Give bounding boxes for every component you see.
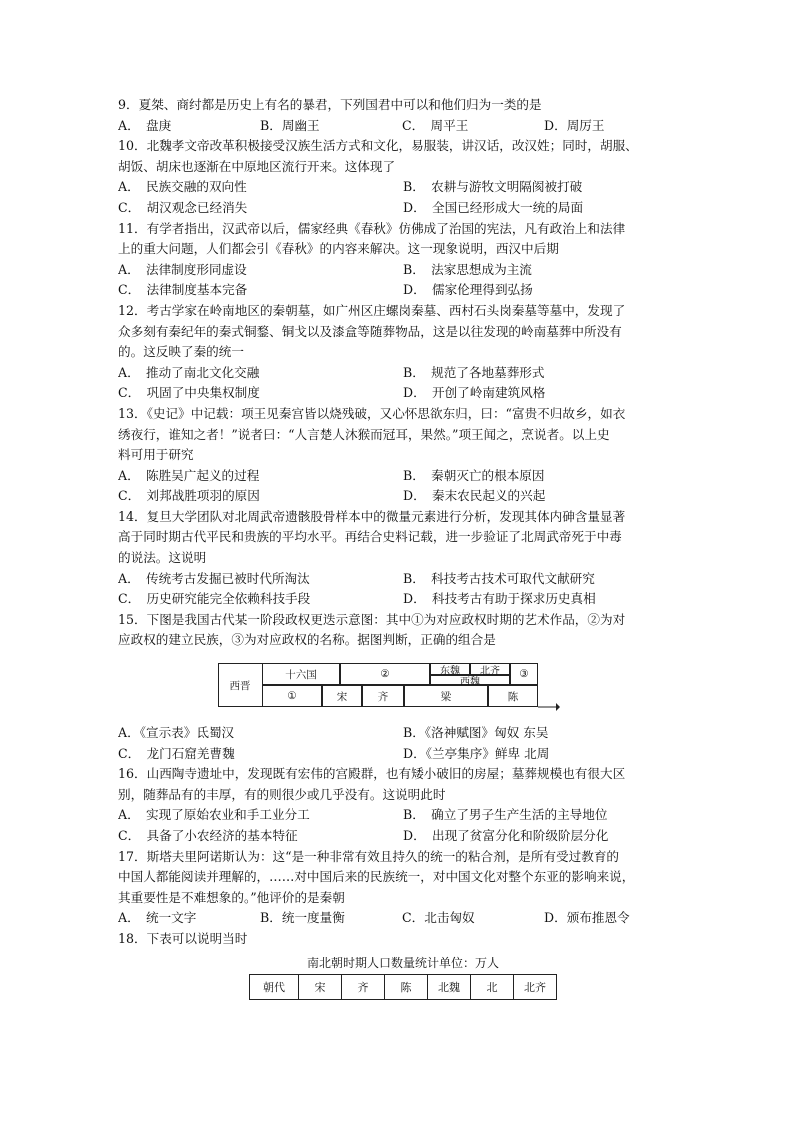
- q12-options-row: [118, 383, 688, 404]
- q15-option-d[interactable]: D．《兰亭集序》鲜卑 北周: [403, 745, 550, 761]
- q11-options-row: [118, 260, 688, 281]
- timeline-qi: 齐: [362, 685, 404, 707]
- table-header-cell: 北魏: [428, 974, 471, 999]
- q16-option-b[interactable]: B． 确立了男子生产生活的主导地位: [403, 807, 608, 823]
- timeline-blank-1: ①: [262, 685, 322, 707]
- q14-option-d[interactable]: D． 科技考古有助于探求历史真相: [403, 591, 596, 607]
- q13-option-d[interactable]: D． 秦末农民起义的兴起: [403, 488, 546, 504]
- q16-option-c[interactable]: C． 具备了小农经济的基本特征: [118, 828, 298, 843]
- timeline-chen: 陈: [488, 685, 538, 707]
- timeline-sixteen-kingdoms: 十六国: [262, 663, 340, 685]
- q15-options-row: [118, 744, 688, 765]
- q15-stem-line: 应政权的建立民族，③为对应政权的名称。据图判断，正确的组合是: [118, 632, 496, 648]
- q9-option-a[interactable]: A． 盘庚: [118, 117, 172, 133]
- q10-option-c[interactable]: C． 胡汉观念已经消失: [118, 199, 248, 215]
- q13-option-c[interactable]: C． 刘邦战胜项羽的原因: [118, 488, 260, 504]
- timeline-liang: 梁: [404, 685, 488, 707]
- table-header-cell: 朝代: [250, 974, 299, 999]
- table-header-cell: 北: [471, 974, 514, 999]
- q14-option-b[interactable]: B． 科技考古技术可取代文献研究: [403, 570, 595, 586]
- q16-stem-line: 16．山西陶寺遗址中，发现既有宏伟的宫殿群，也有矮小破旧的房屋；墓葬规模也有很大区: [118, 766, 626, 782]
- q12-stem-line: 的。这反映了秦的统一: [118, 344, 244, 360]
- q15-option-a[interactable]: A．《宣示表》氐蜀汉: [118, 725, 235, 741]
- q13-stem-line: 13．《史记》中记载：项王见秦宫皆以烧残破，又心怀思欲东归，曰：“富贵不归故乡，如衣: [118, 405, 626, 421]
- table-header-cell: 北齐: [514, 974, 557, 999]
- q16-option-a[interactable]: A． 实现了原始农业和手工业分工: [118, 807, 310, 823]
- q13-stem-line: 料可用于研究: [118, 447, 194, 463]
- q15-options-row: [118, 723, 688, 744]
- q14-options-row: [118, 589, 688, 610]
- timeline-beiqi: 北齐: [470, 663, 510, 675]
- q9-options: [118, 116, 688, 137]
- timeline-song: 宋: [322, 685, 362, 707]
- table-row: [250, 974, 557, 999]
- q11-stem-line: 上的重大问题，人们都会引《春秋》的内容来解决。这一现象说明，西汉中后期: [118, 241, 559, 257]
- q17-stem-line: 中国人都能阅读并理解的，……对中国后来的民族统一，对中国文化对整个东亚的影响来说，: [118, 869, 635, 885]
- timeline-arrow-icon: [538, 701, 560, 713]
- q10-option-a[interactable]: A． 民族交融的双向性: [118, 179, 247, 195]
- q12-stem-line: 众多刻有秦纪年的秦式铜鍪、铜戈以及漆盒等随葬物品，这是以往发现的岭南墓葬中所没有: [118, 323, 622, 339]
- table-header-cell: 齐: [342, 974, 385, 999]
- q12-option-d[interactable]: D． 开创了岭南建筑风格: [403, 385, 546, 401]
- q12-options-row: [118, 363, 688, 384]
- q11-option-a[interactable]: A． 法律制度形同虚设: [118, 261, 247, 277]
- regime-timeline-diagram: [118, 659, 688, 717]
- q11-option-d[interactable]: D． 儒家伦理得到弘扬: [403, 282, 533, 298]
- q10-option-b[interactable]: B． 农耕与游牧文明隔阂被打破: [403, 179, 583, 195]
- q13-option-a[interactable]: A． 陈胜吴广起义的过程: [118, 467, 260, 483]
- q9-option-c[interactable]: C． 周平王: [402, 117, 469, 133]
- q14-stem-line: 高于同时期古代平民和贵族的平均水平。再结合史料记载，进一步验证了北周武帝死于中毒: [118, 529, 622, 545]
- q9-stem: 9．夏桀、商纣都是历史上有名的暴君，下列国君中可以和他们归为一类的是: [118, 97, 542, 112]
- q16-options-row: [118, 826, 688, 847]
- q11-options-row: [118, 280, 688, 301]
- q15-option-b[interactable]: B．《洛神赋图》匈奴 东吴: [403, 725, 549, 741]
- q11-option-c[interactable]: C． 法律制度基本完备: [118, 282, 248, 298]
- q13-options-row: [118, 466, 688, 487]
- timeline-label-xijin: 西晋: [229, 679, 251, 692]
- q9-option-d[interactable]: D．周厉王: [544, 117, 605, 133]
- q15-stem-line: 15．下图是我国古代某一阶段政权更迭示意图：其中①为对应政权时期的艺术作品，②为对: [118, 611, 626, 627]
- q13-options-row: [118, 486, 688, 507]
- q17-options: [118, 908, 688, 929]
- table-header-cell: 宋: [299, 974, 342, 999]
- q14-option-c[interactable]: C． 历史研究能完全依赖科技手段: [118, 591, 311, 607]
- q18-table-title: 南北朝时期人口数量统计单位：万人: [306, 955, 499, 970]
- q17-option-b[interactable]: B．统一度量衡: [260, 910, 345, 926]
- q18-stem: 18．下表可以说明当时: [118, 930, 248, 946]
- q14-option-a[interactable]: A． 传统考古发掘已被时代所淘汰: [118, 570, 310, 586]
- q10-stem-line: 胡饭、胡床也逐渐在中原地区流行开来。这体现了: [118, 158, 396, 174]
- q10-option-d[interactable]: D． 全国已经形成大一统的局面: [403, 199, 584, 215]
- q12-stem-line: 12．考古学家在岭南地区的秦朝墓，如广州区庄螺岗秦墓、西村石头岗秦墓等墓中，发现了: [118, 302, 626, 318]
- q17-stem-line: 其重要性是不难想象的。”他评价的是秦朝: [118, 889, 345, 905]
- q16-option-d[interactable]: D． 出现了贫富分化和阶级阶层分化: [403, 828, 609, 843]
- q14-stem-line: 14．复旦大学团队对北周武帝遗骸股骨样本中的微量元素进行分析，发现其体内砷含量显著: [118, 508, 626, 524]
- q17-option-c[interactable]: C．北击匈奴: [402, 910, 475, 926]
- q11-stem-line: 11．有学者指出，汉武帝以后，儒家经典《春秋》仿佛成了治国的宪法，凡有政治上和法律: [118, 220, 626, 236]
- q13-option-b[interactable]: B． 秦朝灭亡的根本原因: [403, 467, 545, 483]
- q11-option-b[interactable]: B． 法家思想成为主流: [403, 261, 532, 277]
- q12-option-a[interactable]: A． 推动了南北文化交融: [118, 364, 260, 380]
- q9-option-b[interactable]: B．周幽王: [260, 117, 320, 133]
- q14-options-row: [118, 569, 688, 590]
- exam-page: [118, 95, 688, 1000]
- q15-option-c[interactable]: C． 龙门石窟羌曹魏: [118, 745, 235, 761]
- q10-options-row: [118, 177, 688, 198]
- timeline-xiwei: 西魏: [430, 675, 510, 685]
- q12-option-b[interactable]: B． 规范了各地墓葬形式: [403, 364, 545, 380]
- timeline-dongwei: 东魏: [430, 663, 470, 675]
- q17-option-a[interactable]: A． 统一文字: [118, 910, 197, 926]
- timeline-blank-3: ③: [510, 663, 538, 685]
- q17-stem-line: 17．斯塔夫里阿诺斯认为：这“是一种非常有效且持久的统一的粘合剂，是所有受过教育的: [118, 848, 620, 864]
- q14-stem-line: 的说法。这说明: [118, 550, 207, 566]
- q12-option-c[interactable]: C． 巩固了中央集权制度: [118, 385, 260, 401]
- q16-options-row: [118, 805, 688, 826]
- population-table: [249, 974, 557, 1000]
- q17-option-d[interactable]: D．颁布推恩令: [544, 910, 630, 926]
- q13-stem-line: 绣夜行，谁知之者！”说者曰：“人言楚人沐猴而冠耳，果然。”项王闻之，烹说者。以上史: [118, 426, 610, 442]
- table-header-cell: 陈: [385, 974, 428, 999]
- q10-stem-line: 10．北魏孝文帝改革积极接受汉族生活方式和文化，易服装，讲汉话，改汉姓；同时，胡服、: [118, 138, 638, 154]
- timeline-blank-2: ②: [340, 663, 430, 685]
- q10-options-row: [118, 198, 688, 219]
- q16-stem-line: 别，随葬品有的丰厚，有的则很少或几乎没有。这说明此时: [118, 786, 446, 802]
